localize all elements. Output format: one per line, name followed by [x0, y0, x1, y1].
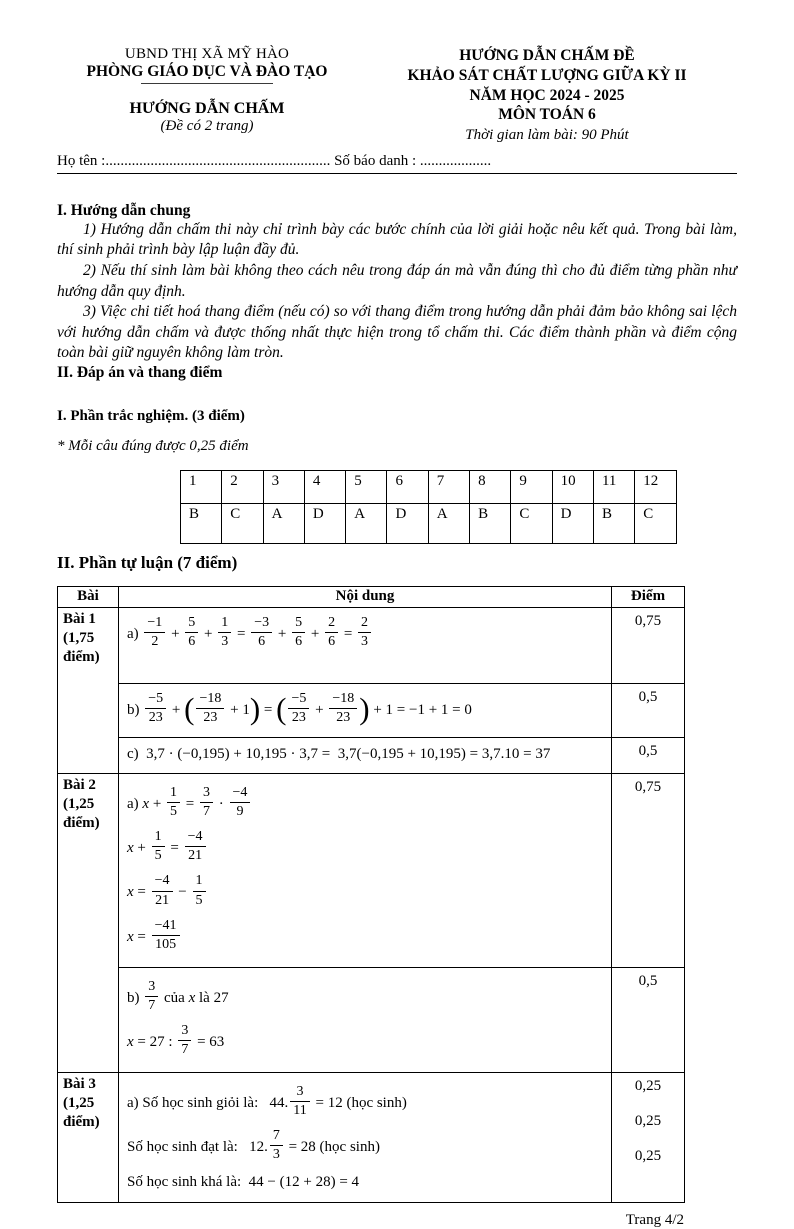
mcq-answer-cell: C	[222, 504, 263, 544]
document-header	[57, 46, 737, 146]
essay-row-2a	[58, 774, 685, 968]
math-expression: a) x + $\frac{1}{5}$ = $\frac{3}{7}$ · $\frac{-4}{9}$	[127, 786, 607, 823]
essay-header-bai: Bài	[58, 587, 119, 608]
general-guide-title: I. Hướng dẫn chung	[57, 201, 191, 219]
school-year: NĂM HỌC 2024 - 2025	[469, 86, 625, 104]
math-expression: Số học sinh khá là: 44 − (12 + 28) = 4	[127, 1173, 360, 1190]
mcq-number-cell: 6	[387, 471, 428, 504]
exercise-3-label: Bài 3 (1,25 điểm)	[58, 1073, 119, 1202]
mcq-answer-row	[181, 504, 677, 544]
mcq-answer-cell: B	[181, 504, 222, 544]
mcq-number-cell: 9	[511, 471, 552, 504]
exercise-2-label: Bài 2 (1,25 điểm)	[58, 774, 119, 1073]
general-guide-item-1: 1) Hướng dẫn chấm thi này chỉ trình bày các bước chính của lời giải hoặc nêu kết quả. Trong bài làm, thí sinh phải trình bày lập luận đầy đủ.	[57, 220, 737, 259]
mcq-answer-cell: D	[387, 504, 428, 544]
math-expression: Số học sinh đạt là: 12. $\frac{7}{3}$ = 28 (học sinh)	[127, 1128, 380, 1163]
doc-note: (Đề có 2 trang)	[160, 118, 254, 134]
math-expression: c) 3,7 · (−0,195) + 10,195 · 3,7 = 3,7(−0,195 + 10,195) = 3,7.10 = 37	[127, 746, 551, 763]
essay-row-1b	[58, 684, 685, 738]
math-expression: x + $\frac{1}{5}$ = $\frac{-4}{21}$	[127, 830, 607, 867]
mcq-number-cell: 12	[635, 471, 676, 504]
candidate-name-line: Họ tên :............................................................ Số báo danh : ...................	[57, 152, 492, 169]
essay-row-2b	[58, 967, 685, 1072]
exercise-2a-point: 0,75	[612, 774, 685, 968]
header-right-block	[357, 46, 737, 146]
mcq-answer-cell: B	[470, 504, 511, 544]
mcq-number-cell: 5	[346, 471, 387, 504]
subject: MÔN TOÁN 6	[498, 106, 596, 124]
math-expression: x = $\frac{-4}{21}$ − $\frac{1}{5}$	[127, 874, 607, 911]
essay-row-1c	[58, 738, 685, 774]
exercise-1-label: Bài 1 (1,75 điểm)	[58, 608, 119, 774]
math-expression: b) $\frac{-5}{23}$ + ( $\frac{-18}{23}$ + 1) = ( $\frac{-5}{23}$ + $\frac{-18}{23}$ ) + 1 = −1 + 1 = 0	[127, 690, 472, 726]
mcq-number-cell: 10	[552, 471, 593, 504]
general-guide-item-2: 2) Nếu thí sinh làm bài không theo cách nêu trong đáp án mà vẫn đúng thì cho đủ điểm từng phần như hướng dẫn quy định.	[57, 262, 737, 300]
mcq-number-row	[181, 471, 677, 504]
mcq-number-cell: 2	[222, 471, 263, 504]
essay-answer-table	[57, 586, 685, 1203]
exercise-1b-solution	[119, 684, 612, 738]
exercise-1c-solution	[119, 738, 612, 774]
mcq-number-cell: 1	[181, 471, 222, 504]
mcq-number-cell: 7	[428, 471, 469, 504]
math-expression: x = $\frac{-41}{105}$	[127, 919, 607, 956]
mcq-answer-cell: A	[428, 504, 469, 544]
mcq-answer-table	[180, 470, 677, 544]
exam-title-line2: KHẢO SÁT CHẤT LƯỢNG GIỮA KỲ II	[407, 66, 687, 84]
page-number: Trang 4/2	[625, 1211, 684, 1228]
mcq-number-cell: 11	[593, 471, 634, 504]
essay-row-3	[58, 1073, 685, 1202]
essay-header-row	[58, 587, 685, 608]
exam-title-line1: HƯỚNG DẪN CHẤM ĐỀ	[459, 47, 635, 64]
exercise-1a-solution	[119, 608, 612, 684]
header-left-block	[57, 46, 357, 146]
essay-section-title: II. Phần tự luận (7 điểm)	[57, 553, 238, 573]
general-guide-item-3: 3) Việc chi tiết hoá thang điểm (nếu có) so với thang điểm trong hướng dẫn phải đảm bảo không sai lệch với hướng dẫn chấm và được thống nhất thực hiện trong tổ chấm thi. Các điểm thành phần và điểm cộng toàn bài giữ nguyên không làm tròn.	[57, 303, 737, 362]
exercise-2b-solution	[119, 967, 612, 1072]
mcq-answer-cell: B	[593, 504, 634, 544]
org-parent: UBND THỊ XÃ MỸ HÀO	[124, 46, 290, 62]
exercise-1a-point: 0,75	[612, 608, 685, 684]
doc-title: HƯỚNG DẪN CHẤM	[129, 100, 285, 117]
math-expression: a) $\frac{-1}{2}$ + $\frac{5}{6}$ + $\frac{1}{3}$ = $\frac{-3}{6}$ + $\frac{5}{6}$ + $\frac{2}{6}$ = $\frac{2}{3}$	[127, 616, 607, 653]
mcq-number-cell: 3	[263, 471, 304, 504]
mcq-number-cell: 4	[304, 471, 345, 504]
mcq-answer-cell: D	[552, 504, 593, 544]
mcq-answer-cell: A	[346, 504, 387, 544]
header-divider	[57, 173, 737, 174]
exercise-1c-point: 0,5	[612, 738, 685, 774]
math-expression: a) Số học sinh giỏi là: 44. $\frac{3}{11}$ = 12 (học sinh)	[127, 1084, 407, 1119]
org-name: PHÒNG GIÁO DỤC VÀ ĐÀO TẠO	[86, 63, 328, 80]
org-underline	[141, 83, 273, 84]
exercise-2a-solution	[119, 774, 612, 968]
mcq-note: * Mỗi câu đúng được 0,25 điểm	[57, 438, 249, 455]
mcq-answer-cell: C	[511, 504, 552, 544]
essay-row-1a	[58, 608, 685, 684]
exam-duration: Thời gian làm bài: 90 Phút	[465, 127, 629, 144]
math-expression: x = 27 : $\frac{3}{7}$ = 63	[127, 1023, 225, 1058]
math-expression: b) $\frac{3}{7}$ của x là 27	[127, 978, 229, 1013]
mcq-number-cell: 8	[470, 471, 511, 504]
essay-header-diem: Điểm	[612, 587, 685, 608]
exercise-3-solution	[119, 1073, 612, 1202]
essay-header-noidung: Nội dung	[119, 587, 612, 608]
mcq-section-title: I. Phần trắc nghiệm. (3 điểm)	[57, 408, 245, 425]
mcq-answer-cell: C	[635, 504, 676, 544]
mcq-answer-cell: A	[263, 504, 304, 544]
mcq-answer-cell: D	[304, 504, 345, 544]
exercise-1b-point: 0,5	[612, 684, 685, 738]
answers-section-title: II. Đáp án và thang điểm	[57, 364, 223, 382]
exercise-3-points: 0,25 0,25 0,25	[612, 1073, 685, 1202]
exercise-2b-point: 0,5	[612, 967, 685, 1072]
